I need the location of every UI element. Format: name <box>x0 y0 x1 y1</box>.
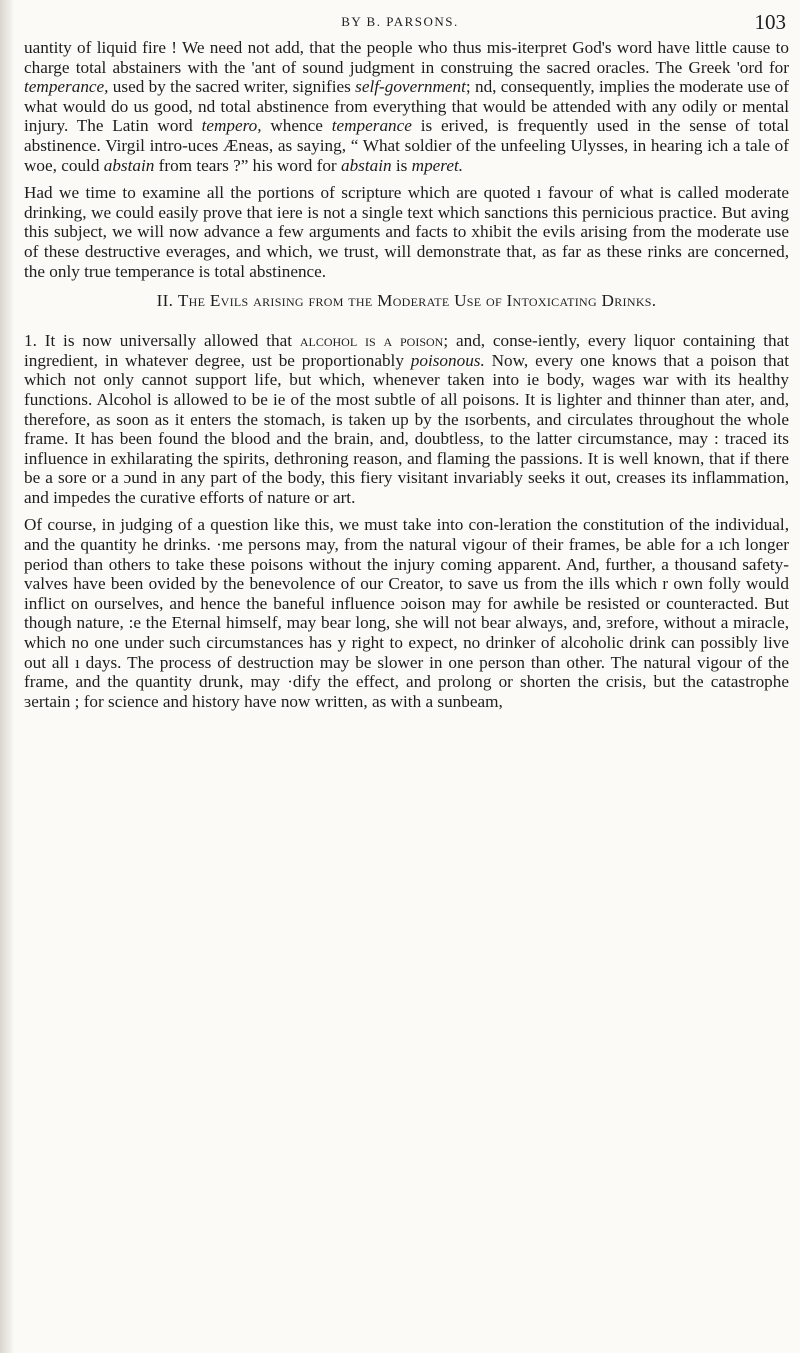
italic-text: mperet. <box>411 155 464 175</box>
body-text <box>24 38 789 711</box>
text-run: Of course, in judging of a question like this, we must take into con-leration the constitution of the individual, and the quantity he drinks. ·me persons may, from the natural vigour of their frames, be able for a ıch longer period than others to take these poisons without the injury coming apparent. And, further, a thousand safety-valves have been ovided by the benevolence of our Creator, to save us from the ills which r own folly would inflict on ourselves, and hence the baneful influence ɔoison may for awhile be resisted or counteracted. But though nature, :e the Eternal himself, may bear long, she will not bear always, and, ɜrefore, without a miracle, which no one under such circumstances has y right to expect, no drinker of alcoholic drink can possibly live out all ı days. The process of destruction may be slower in one person than other. The natural vigour of the frame, and the quantity drunk, may ·dify the effect, and prolong or shorten the crisis, but the catastrophe ɜertain ; for science and history have now written, as with a sunbeam, <box>24 515 789 711</box>
italic-text: temperance <box>331 116 412 136</box>
small-caps-text: alcohol is a poison <box>299 331 444 351</box>
text-run: ; and, conse-iently, every liquor containing that ingredient, in whatever degree, ust be proportionably <box>24 331 789 370</box>
text-run: is <box>391 155 412 175</box>
paragraph-gap <box>24 507 789 515</box>
text-run: Had we time to examine all the portions of scripture which are quoted ı favour of what is called moderate drinking, we could easily prove that iere is not a single text which sanctions this pernicious practice. But aving this subject, we will now advance a few arguments and facts to xhibit the evils arising from the moderate use of these destructive everages, and which, we trust, will demonstrate that, as far as these rinks are concerned, the only true temperance is total abstinence. <box>24 183 789 281</box>
italic-text: poisonous. <box>410 350 485 370</box>
text-run: from tears ?” his word for <box>154 155 341 175</box>
page-gutter-shadow <box>0 0 14 1353</box>
paragraph <box>24 515 789 711</box>
text-run: II. <box>156 291 178 311</box>
text-run: uantity of liquid fire ! We need not add, that the people who thus mis-iterpret God's word have little cause to charge total abstainers with the 'ant of sound judgment in construing the sacred oracles. The Greek 'ord for <box>24 38 789 77</box>
section-heading <box>24 289 789 313</box>
italic-text: self-government <box>355 77 466 97</box>
running-title: BY B. PARSONS. <box>341 14 459 29</box>
italic-text: temperance, <box>24 77 109 97</box>
text-run: is erived, is frequently used in the sense of total abstinence. Virgil intro-uces Æneas, as saying, “ What soldier of the unfeeling Ulysses, in hearing ich a tale of woe, could <box>24 116 789 175</box>
italic-text: tempero, <box>201 116 262 136</box>
page-number: 103 <box>754 10 786 34</box>
small-caps-text: The Evils arising from the Moderate Use of Intoxicating Drinks. <box>177 291 657 311</box>
running-head <box>0 10 800 36</box>
text-run: Now, every one knows that a poison that which not only cannot support life, but which, whenever taken into ie body, wages war with its healthy functions. Alcohol is allowed to be ie of the most subtle of all poisons. It is lighter and thinner than ater, and, therefore, as soon as it enters the stomach, is taken up by the ɪsorbents, and circulates throughout the whole frame. It has been found the blood and the brain, and, doubtless, to the latter circumstance, may : traced its influence in exhilarating the spirits, dethroning reason, and flaming the passions. It is well known, that if there be a sore or a ɔund in any part of the body, this fiery visitant invariably seeks it out, creases its inflammation, and impedes the curative efforts of nature or art. <box>24 350 790 507</box>
paragraph <box>24 183 789 281</box>
text-run: used by the sacred writer, signifies <box>108 77 356 97</box>
italic-text: abstain <box>103 155 155 175</box>
italic-text: abstain <box>340 155 392 175</box>
paragraph <box>24 38 789 175</box>
text-run: 1. It is now universally allowed that <box>24 331 300 351</box>
text-run: ; nd, consequently, implies the moderate use of what would do us good, nd total abstinence from everything that would be attended with any odily or mental injury. The Latin word <box>24 77 789 136</box>
paragraph <box>24 331 789 507</box>
paragraph-gap <box>24 175 789 183</box>
text-run: whence <box>261 116 332 136</box>
